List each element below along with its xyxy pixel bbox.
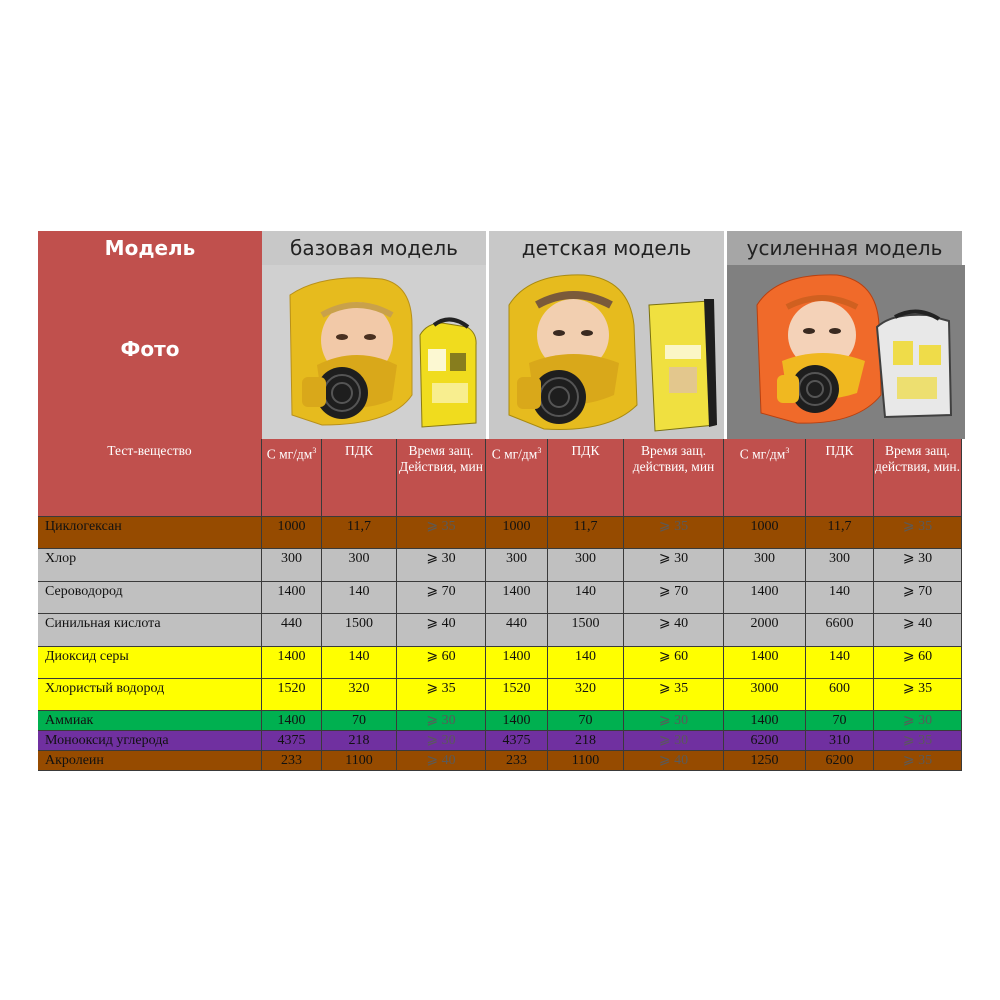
table-cell: 233 (486, 751, 548, 771)
table-cell: ⩾ 35 (874, 679, 962, 711)
table-cell: ⩾ 30 (874, 549, 962, 582)
table-cell: 1520 (262, 679, 322, 711)
table-cell: 1400 (262, 582, 322, 614)
unit-exponent: 3 (312, 446, 317, 455)
table-cell: 600 (806, 679, 874, 711)
table-cell: ⩾ 60 (624, 647, 724, 679)
table-cell: 1000 (724, 517, 806, 549)
table-cell: ⩾ 70 (624, 582, 724, 614)
table-cell: 6600 (806, 614, 874, 647)
model-name-child: детская модель (486, 231, 724, 265)
table-cell: 300 (262, 549, 322, 582)
table-cell: 1500 (322, 614, 397, 647)
substance-name: Диоксид серы (38, 647, 262, 679)
table-cell: 4375 (262, 731, 322, 751)
table-cell: 1520 (486, 679, 548, 711)
table-cell: 218 (322, 731, 397, 751)
table-cell: 70 (322, 711, 397, 731)
photo-child-model (486, 265, 727, 439)
table-cell: 1400 (724, 647, 806, 679)
substance-name: Циклогексан (38, 517, 262, 549)
table-cell: ⩾ 30 (624, 731, 724, 751)
table-cell: ⩾ 60 (874, 647, 962, 679)
column-header-concentration (262, 439, 322, 517)
substance-name: Аммиак (38, 711, 262, 731)
table-cell: 1400 (486, 582, 548, 614)
table-cell: ⩾ 30 (397, 549, 486, 582)
table-cell: 233 (262, 751, 322, 771)
table-cell: ⩾ 40 (624, 614, 724, 647)
column-header-concentration (486, 439, 548, 517)
table-cell: 11,7 (322, 517, 397, 549)
table-cell: 1400 (724, 582, 806, 614)
photo-reinforced-model (724, 265, 965, 439)
table-cell: 300 (724, 549, 806, 582)
table-cell: 1500 (548, 614, 624, 647)
table-cell: 140 (548, 582, 624, 614)
table-cell: ⩾ 70 (397, 582, 486, 614)
table-cell: ⩾ 30 (624, 711, 724, 731)
table-cell: ⩾ 35 (624, 517, 724, 549)
column-header-pdk: ПДК (806, 439, 874, 517)
table-cell: 4375 (486, 731, 548, 751)
column-header-pdk: ПДК (322, 439, 397, 517)
table-cell: 1100 (322, 751, 397, 771)
model-label: Модель (38, 231, 262, 265)
table-cell: 300 (806, 549, 874, 582)
table-cell: ⩾ 35 (397, 679, 486, 711)
table-cell: 300 (486, 549, 548, 582)
substance-name: Сероводород (38, 582, 262, 614)
table-cell: ⩾ 35 (874, 751, 962, 771)
table-cell: 70 (806, 711, 874, 731)
table-cell: 1400 (262, 711, 322, 731)
substance-name: Монооксид углерода (38, 731, 262, 751)
table-cell: 70 (548, 711, 624, 731)
table-cell: 2000 (724, 614, 806, 647)
table-cell: 1100 (548, 751, 624, 771)
table-cell: ⩾ 35 (397, 517, 486, 549)
table-cell: ⩾ 30 (397, 731, 486, 751)
table-cell: 11,7 (548, 517, 624, 549)
table-cell: 6200 (806, 751, 874, 771)
table-cell: 1400 (486, 711, 548, 731)
table-cell: 1400 (486, 647, 548, 679)
table-cell: 6200 (724, 731, 806, 751)
table-cell: ⩾ 40 (397, 614, 486, 647)
photo-basic-model (262, 265, 486, 439)
substance-name: Акролеин (38, 751, 262, 771)
table-cell: ⩾ 40 (397, 751, 486, 771)
unit-exponent: 3 (785, 446, 790, 455)
table-cell: ⩾ 60 (397, 647, 486, 679)
table-cell: 300 (548, 549, 624, 582)
substance-name: Синильная кислота (38, 614, 262, 647)
table-cell: 140 (548, 647, 624, 679)
table-cell: 320 (548, 679, 624, 711)
table-cell: 1000 (262, 517, 322, 549)
table-cell: ⩾ 40 (624, 751, 724, 771)
table-cell: ⩾ 30 (624, 549, 724, 582)
substance-name: Хлористый водород (38, 679, 262, 711)
column-header-protection-time: Время защ. Действия, мин (397, 439, 486, 517)
table-cell: 218 (548, 731, 624, 751)
comparison-table (38, 231, 962, 768)
table-cell: 140 (322, 582, 397, 614)
photo-label: Фото (38, 265, 262, 439)
model-name-reinforced: усиленная модель (724, 231, 962, 265)
substance-name: Хлор (38, 549, 262, 582)
unit-exponent: 3 (537, 446, 542, 455)
table-cell: 1400 (724, 711, 806, 731)
table-cell: 1400 (262, 647, 322, 679)
table-cell: 320 (322, 679, 397, 711)
table-cell: ⩾ 35 (874, 731, 962, 751)
concentration-unit-label: С мг/дм (739, 446, 786, 462)
table-cell: ⩾ 70 (874, 582, 962, 614)
table-cell: 440 (486, 614, 548, 647)
table-cell: 300 (322, 549, 397, 582)
table-cell: 11,7 (806, 517, 874, 549)
model-name-basic: базовая модель (262, 231, 486, 265)
table-cell: 3000 (724, 679, 806, 711)
concentration-unit-label: С мг/дм (491, 446, 538, 462)
table-cell: ⩾ 40 (874, 614, 962, 647)
table-cell: 140 (322, 647, 397, 679)
table-cell: ⩾ 35 (874, 517, 962, 549)
column-header-protection-time: Время защ. действия, мин (624, 439, 724, 517)
table-cell: 310 (806, 731, 874, 751)
table-cell: 140 (806, 647, 874, 679)
concentration-unit-label: С мг/дм (266, 446, 313, 462)
table-cell: ⩾ 35 (624, 679, 724, 711)
column-header-concentration (724, 439, 806, 517)
column-header-pdk: ПДК (548, 439, 624, 517)
column-header-substance: Тест-вещество (38, 439, 262, 517)
table-cell: ⩾ 30 (397, 711, 486, 731)
table-cell: 140 (806, 582, 874, 614)
table-cell: 1000 (486, 517, 548, 549)
table-cell: ⩾ 30 (874, 711, 962, 731)
table-cell: 440 (262, 614, 322, 647)
column-header-protection-time: Время защ. действия, мин. (874, 439, 962, 517)
table-cell: 1250 (724, 751, 806, 771)
